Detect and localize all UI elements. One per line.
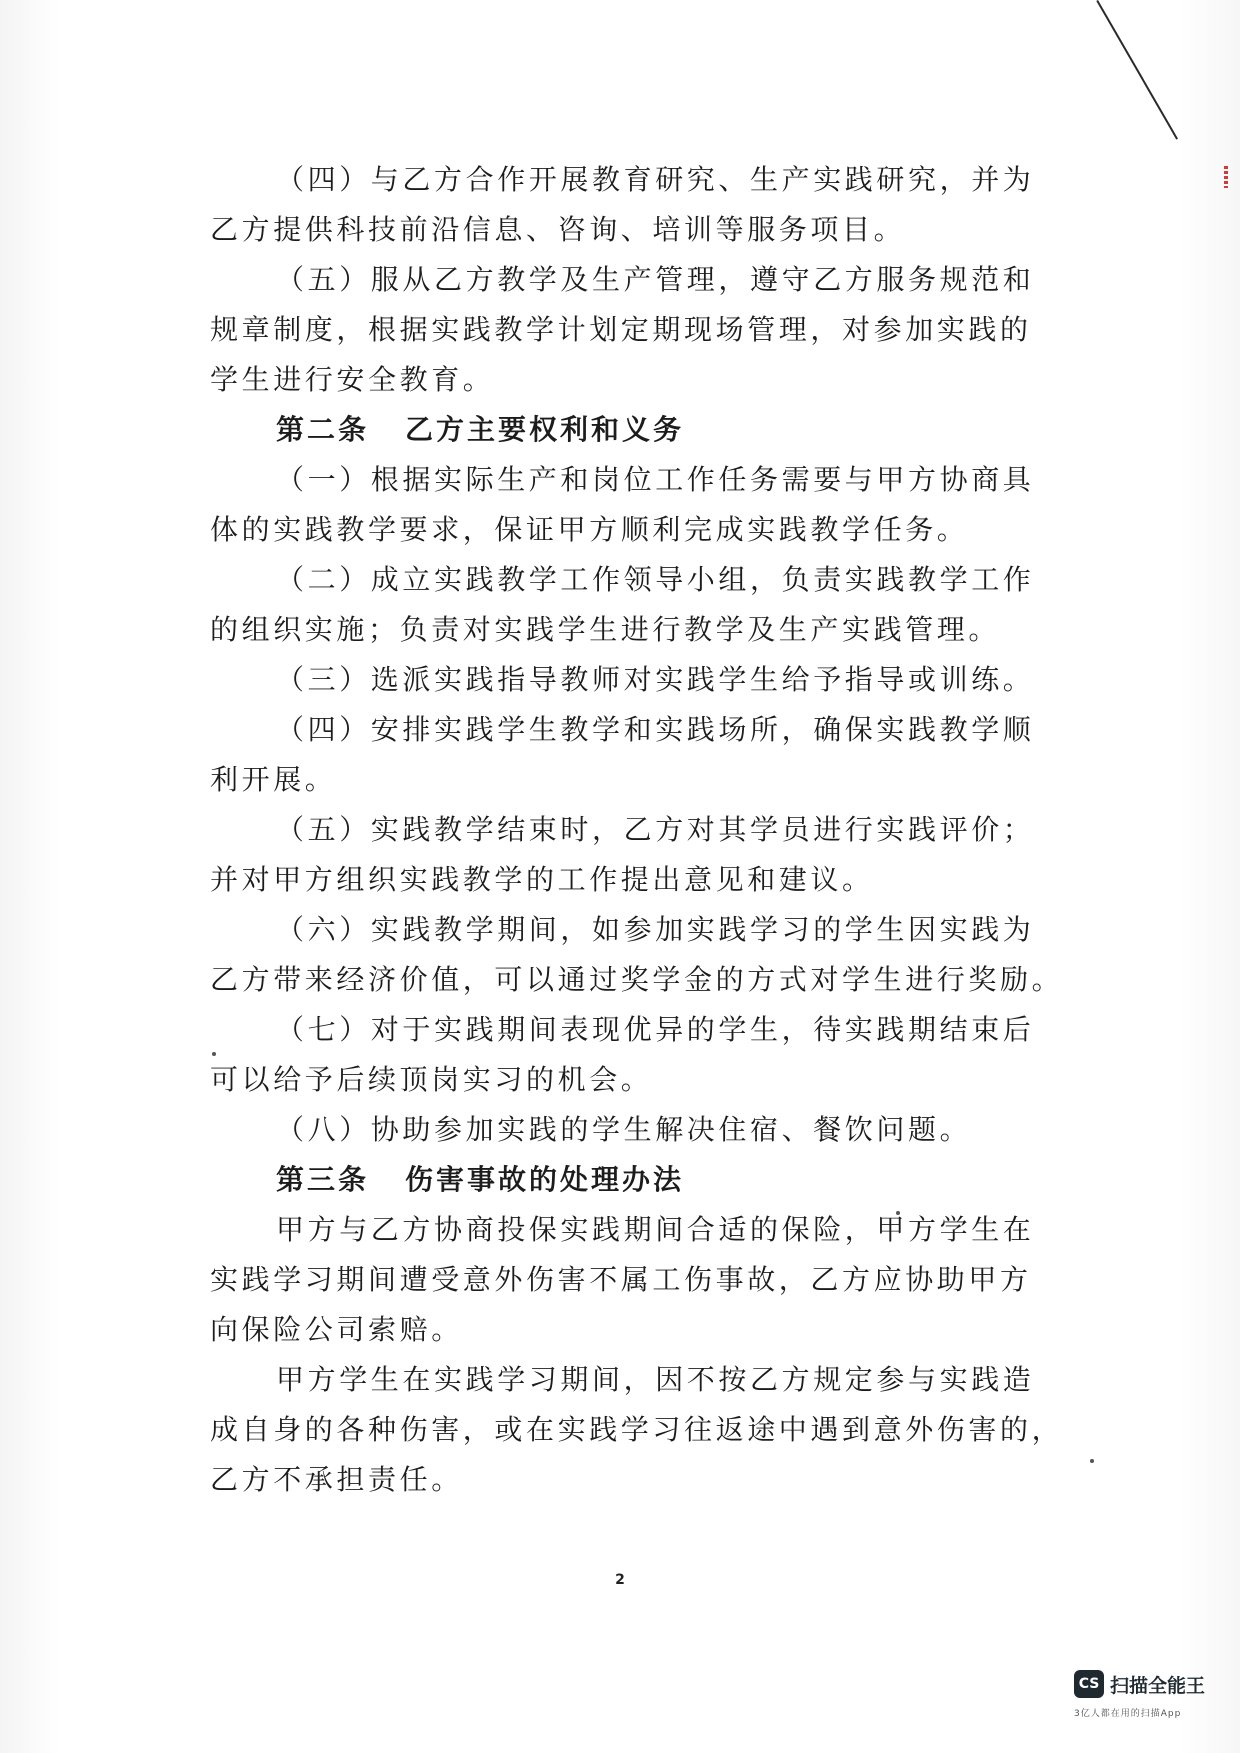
document-body (210, 155, 1064, 1505)
text-line: 可以给予后续顶岗实习的机会。 (210, 1063, 653, 1096)
text-line: 利开展。 (210, 763, 337, 796)
text-line: 体的实践教学要求，保证甲方顺利完成实践教学任务。 (210, 513, 969, 546)
article-heading (210, 405, 1060, 455)
text-line: （四）安排实践学生教学和实践场所，确保实践教学顺 (276, 713, 1035, 746)
article-title: 乙方主要权利和义务 (405, 413, 685, 446)
text-line: （四）与乙方合作开展教育研究、生产实践研究，并为 (276, 163, 1035, 196)
text-line: 乙方不承担责任。 (210, 1463, 463, 1496)
text-line: 学生进行安全教育。 (210, 363, 495, 396)
article-title: 伤害事故的处理办法 (405, 1163, 685, 1196)
text-line: （六）实践教学期间，如参加实践学习的学生因实践为 (276, 913, 1035, 946)
scan-speck (1090, 1459, 1094, 1463)
article-heading (210, 1155, 1060, 1205)
text-line: 的组织实施；负责对实践学生进行教学及生产实践管理。 (210, 613, 1001, 646)
text-line: （五）服从乙方教学及生产管理，遵守乙方服务规范和 (276, 263, 1035, 296)
text-line: （二）成立实践教学工作领导小组，负责实践教学工作 (276, 563, 1035, 596)
text-line: （七）对于实践期间表现优异的学生，待实践期结束后 (276, 1013, 1035, 1046)
article-number: 第三条 (276, 1163, 370, 1196)
text-line: 成自身的各种伤害，或在实践学习往返途中遇到意外伤害的， (210, 1413, 1064, 1446)
text-line: 并对甲方组织实践教学的工作提出意见和建议。 (210, 863, 874, 896)
text-line: （五）实践教学结束时，乙方对其学员进行实践评价； (276, 813, 1035, 846)
text-line: 向保险公司索赔。 (210, 1313, 463, 1346)
article-number: 第二条 (276, 413, 370, 446)
scanner-tagline: 3亿人都在用的扫描App (1074, 1709, 1182, 1719)
scanner-logo-icon: CS (1074, 1670, 1104, 1698)
text-line: （八）协助参加实践的学生解决住宿、餐饮问题。 (276, 1113, 972, 1146)
scanner-watermark (1074, 1670, 1234, 1730)
text-line: 规章制度，根据实践教学计划定期现场管理，对参加实践的 (210, 313, 1032, 346)
text-line: 乙方提供科技前沿信息、咨询、培训等服务项目。 (210, 213, 906, 246)
page-number: 2 (615, 1572, 625, 1588)
text-line: 实践学习期间遭受意外伤害不属工伤事故，乙方应协助甲方 (210, 1263, 1032, 1296)
text-line: 甲方与乙方协商投保实践期间合适的保险，甲方学生在 (276, 1213, 1035, 1246)
text-line: 甲方学生在实践学习期间，因不按乙方规定参与实践造 (276, 1363, 1035, 1396)
text-line: （一）根据实际生产和岗位工作任务需要与甲方协商具 (276, 463, 1035, 496)
text-line: （三）选派实践指导教师对实践学生给予指导或训练。 (276, 663, 1035, 696)
scan-artifact-mark (1224, 166, 1228, 188)
text-line: 乙方带来经济价值，可以通过奖学金的方式对学生进行奖励。 (210, 963, 1064, 996)
scanner-app-name: 扫描全能王 (1110, 1675, 1206, 1697)
